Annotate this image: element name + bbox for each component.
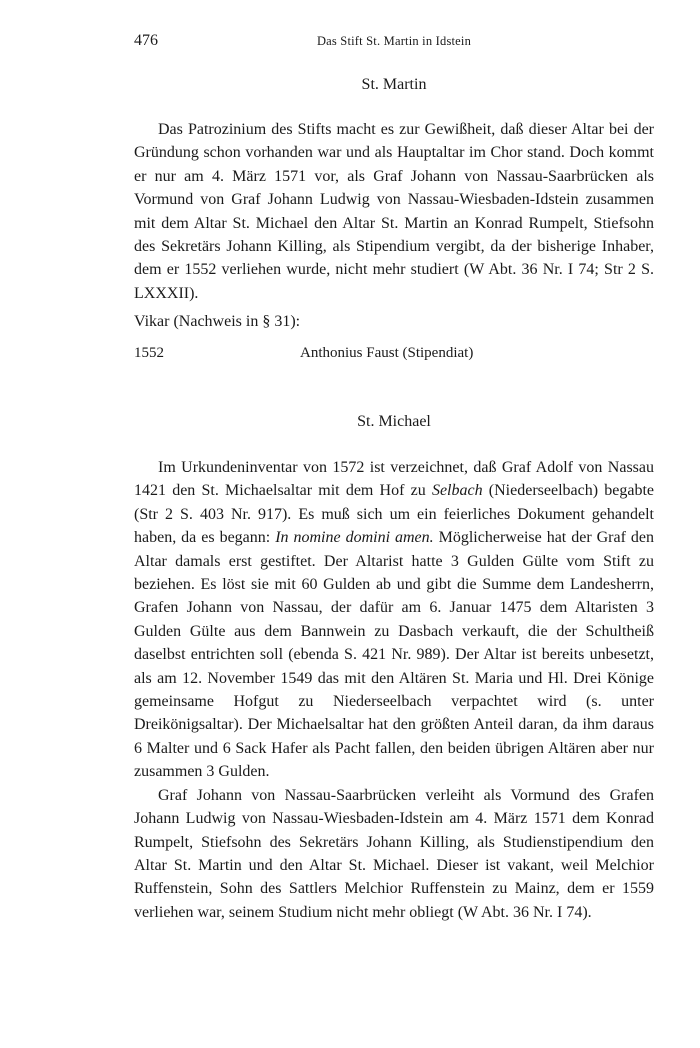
vikar-name: Anthonius Faust (Stipendiat): [300, 345, 474, 361]
st-martin-paragraph: Das Patrozinium des Stifts macht es zur Gewißheit, daß dieser Altar bei der Gründung schon vorhanden war und als Hauptaltar im Chor stand. Doch kommt er nur am 4. März 1571 vor, als Graf Johann von Nassau-Saarbrücken als Vormund von Graf Johann Ludwig von Nassau-Wiesbaden-Idstein zusammen mit dem Altar St. Michael den Altar St. Martin an Konrad Rumpelt, Stiefsohn des Sekretärs Johann Killing, als Stipendium vergibt, da der bisherige Inhaber, dem er 1552 verliehen wurde, nicht mehr studiert (W Abt. 36 Nr. I 74; Str 2 S. LXXXII).: [134, 121, 654, 302]
vikar-label: Vikar (Nachweis in § 31):: [134, 313, 301, 330]
latin-quote: In nomine domini amen.: [275, 529, 434, 547]
running-head: [134, 32, 654, 52]
p1-text-c: Möglicherweise hat der Graf den Altar damals erst gestiftet. Der Altarist hatte 3 Gulden Gülte vom Stift zu beziehen. Es löst sie mit 60 Gulden ab und gibt die Summe dem Landesherrn, Grafen Johann von Nassau, der dafür am 6. Januar 1475 dem Altaristen 3 Gulden Gülte aus dem Bannwein zu Dasbach verkauft, die der Schultheiß daselbst entrichten soll (ebenda S. 421 Nr. 989). Der Altar ist bereits unbesetzt, als am 12. November 1549 das mit den Altären St. Maria und Hl. Drei Könige gemeinsame Hofgut zu Niederseelbach verpachtet wird (s. unter Dreikönigsaltar). Der Michaelsaltar hat den größten Anteil daran, da ihm daraus 6 Malter und 6 Sack Hafer als Pacht fallen, den beiden übrigen Altären aber nur zusammen 3 Gulden.: [134, 529, 655, 781]
st-michael-paragraph-1: [134, 456, 654, 784]
p1-text-a: Im Urkundeninventar von 1572 ist verzeichnet, daß Graf Adolf von Nassau 1421 den St. Michaelsaltar mit dem Hof zu: [134, 459, 654, 500]
st-michael-body: [134, 456, 654, 924]
vikar-year: 1552: [134, 345, 164, 361]
page-number: 476: [134, 32, 158, 49]
st-michael-paragraph-2: Graf Johann von Nassau-Saarbrücken verleiht als Vormund des Grafen Johann Ludwig von Nassau-Wiesbaden-Idstein am 4. März 1571 dem Konrad Rumpelt, Stiefsohn des Sekretärs Johann Killing, als Studienstipendium den Altar St. Martin und den Altar St. Michael. Dieser ist vakant, weil Melchior Ruffenstein, Sohn des Sattlers Melchior Ruffenstein zu Mainz, dem er 1559 verliehen war, seinem Studium nicht mehr obliegt (W Abt. 36 Nr. I 74).: [134, 786, 654, 921]
p1-text-b: (Niederseelbach) begabte (Str 2 S. 403 Nr. 917). Es muß sich um ein feierliches Dokument gehandelt haben, da es begann:: [134, 482, 654, 547]
st-martin-body: [134, 118, 654, 305]
place-name-selbach: Selbach: [431, 482, 483, 500]
section-heading-st-michael: St. Michael: [357, 413, 431, 430]
section-heading-st-martin: St. Martin: [361, 76, 427, 93]
vikar-block: [134, 310, 654, 333]
running-title: Das Stift St. Martin in Idstein: [316, 34, 472, 48]
